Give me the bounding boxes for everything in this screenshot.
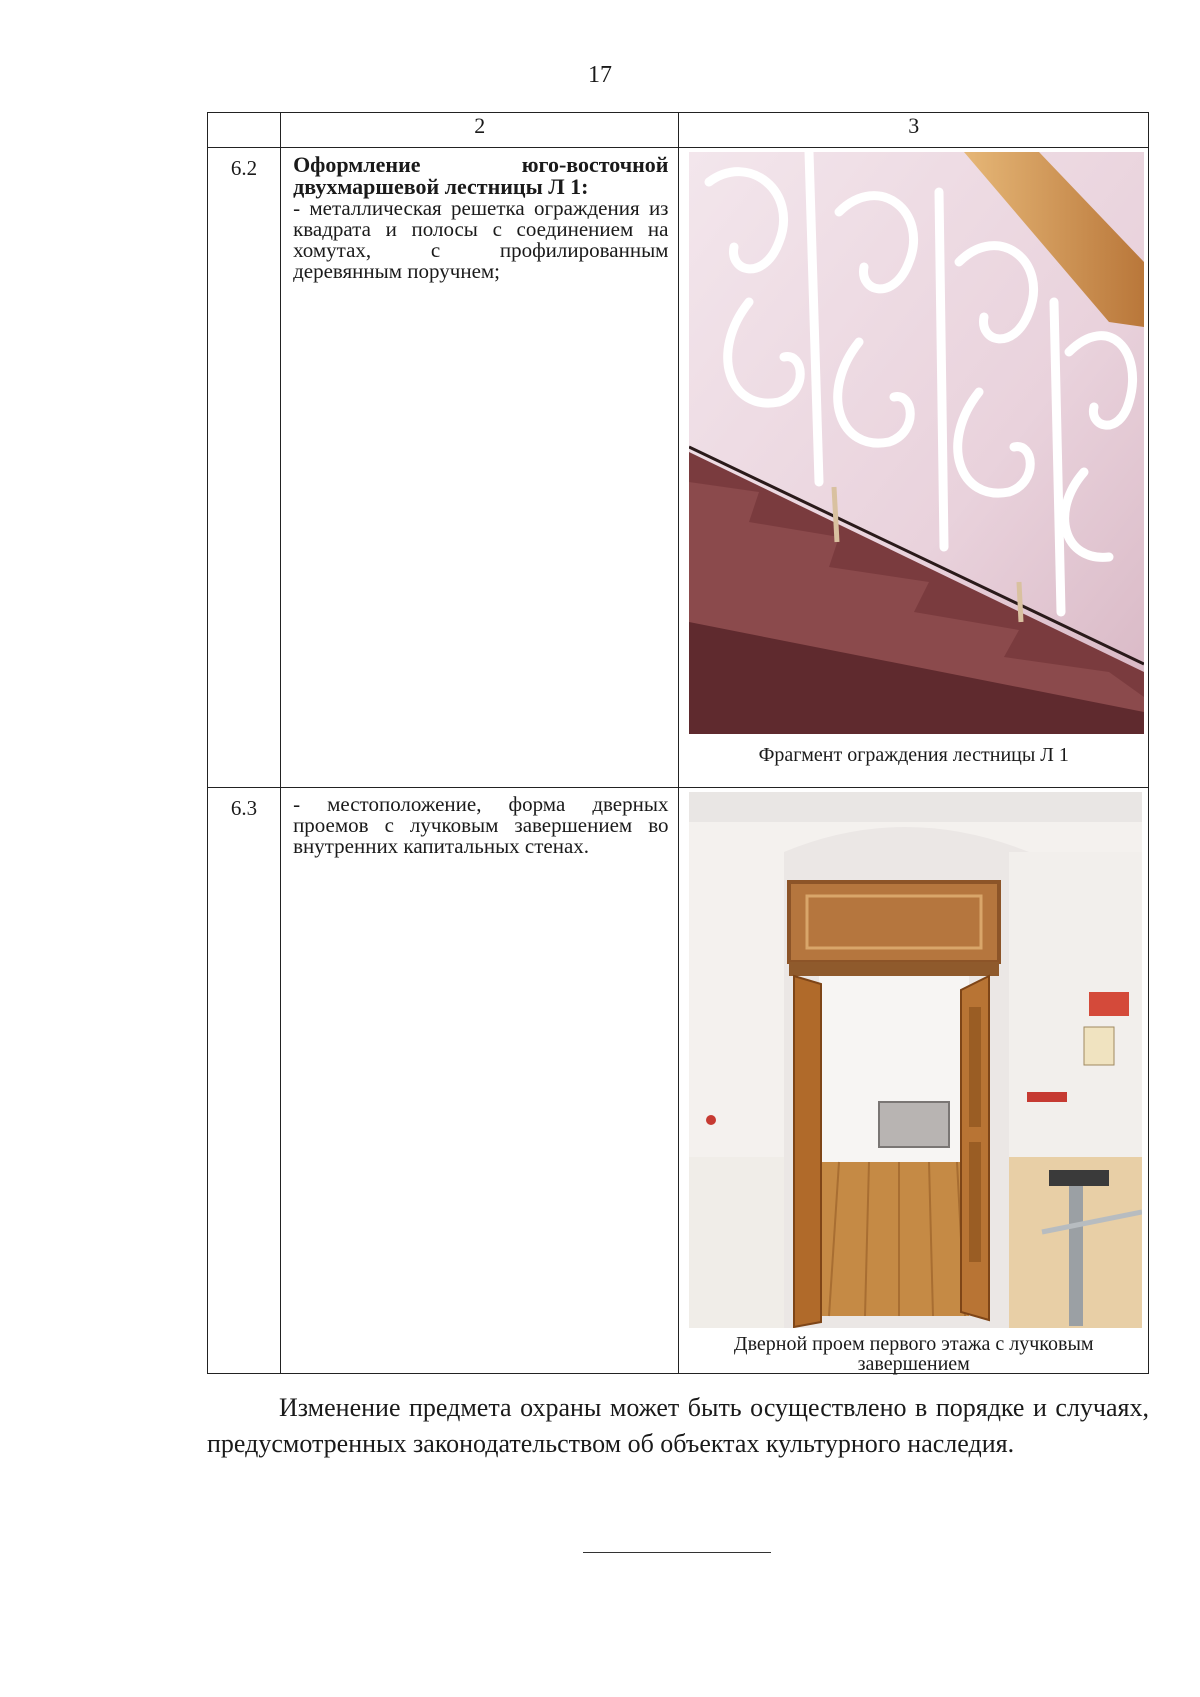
table-row: [208, 788, 1149, 1374]
header-cell-2: 2: [281, 113, 679, 148]
row-title: Оформление юго-восточной двухмаршевой лестницы Л 1:: [293, 152, 669, 199]
row-photo-cell: [679, 788, 1149, 1374]
protection-table: [207, 112, 1149, 1374]
row-description: [281, 788, 679, 1374]
photo-caption: Фрагмент ограждения лестницы Л 1: [758, 744, 1069, 766]
staircase-railing-photo: [689, 152, 1144, 734]
table-row: [208, 148, 1149, 788]
header-cell-3: 3: [679, 113, 1149, 148]
table-header-row: [208, 113, 1149, 148]
row-number: 6.3: [208, 788, 281, 1374]
end-divider: [583, 1552, 771, 1553]
header-cell-1: [208, 113, 281, 148]
doorway-photo: [689, 792, 1142, 1328]
row-photo-cell: [679, 148, 1149, 788]
row-description: [281, 148, 679, 788]
row-text: - местоположение, форма дверных проемов с лучковым завершением во внутренних капитальных стенах.: [293, 792, 669, 858]
page-number: 17: [588, 62, 612, 88]
closing-paragraph: Изменение предмета охраны может быть осуществлено в порядке и случаях, предусмотренных законодательством об объектах культурного наследия.: [207, 1393, 1149, 1458]
photo-caption: Дверной проем первого этажа с лучковым завершением: [733, 1333, 1094, 1375]
row-number: 6.2: [208, 148, 281, 788]
row-text: - металлическая решетка ограждения из квадрата и полосы с соединением на хомутах, с профилированным деревянным поручнем;: [293, 196, 669, 283]
